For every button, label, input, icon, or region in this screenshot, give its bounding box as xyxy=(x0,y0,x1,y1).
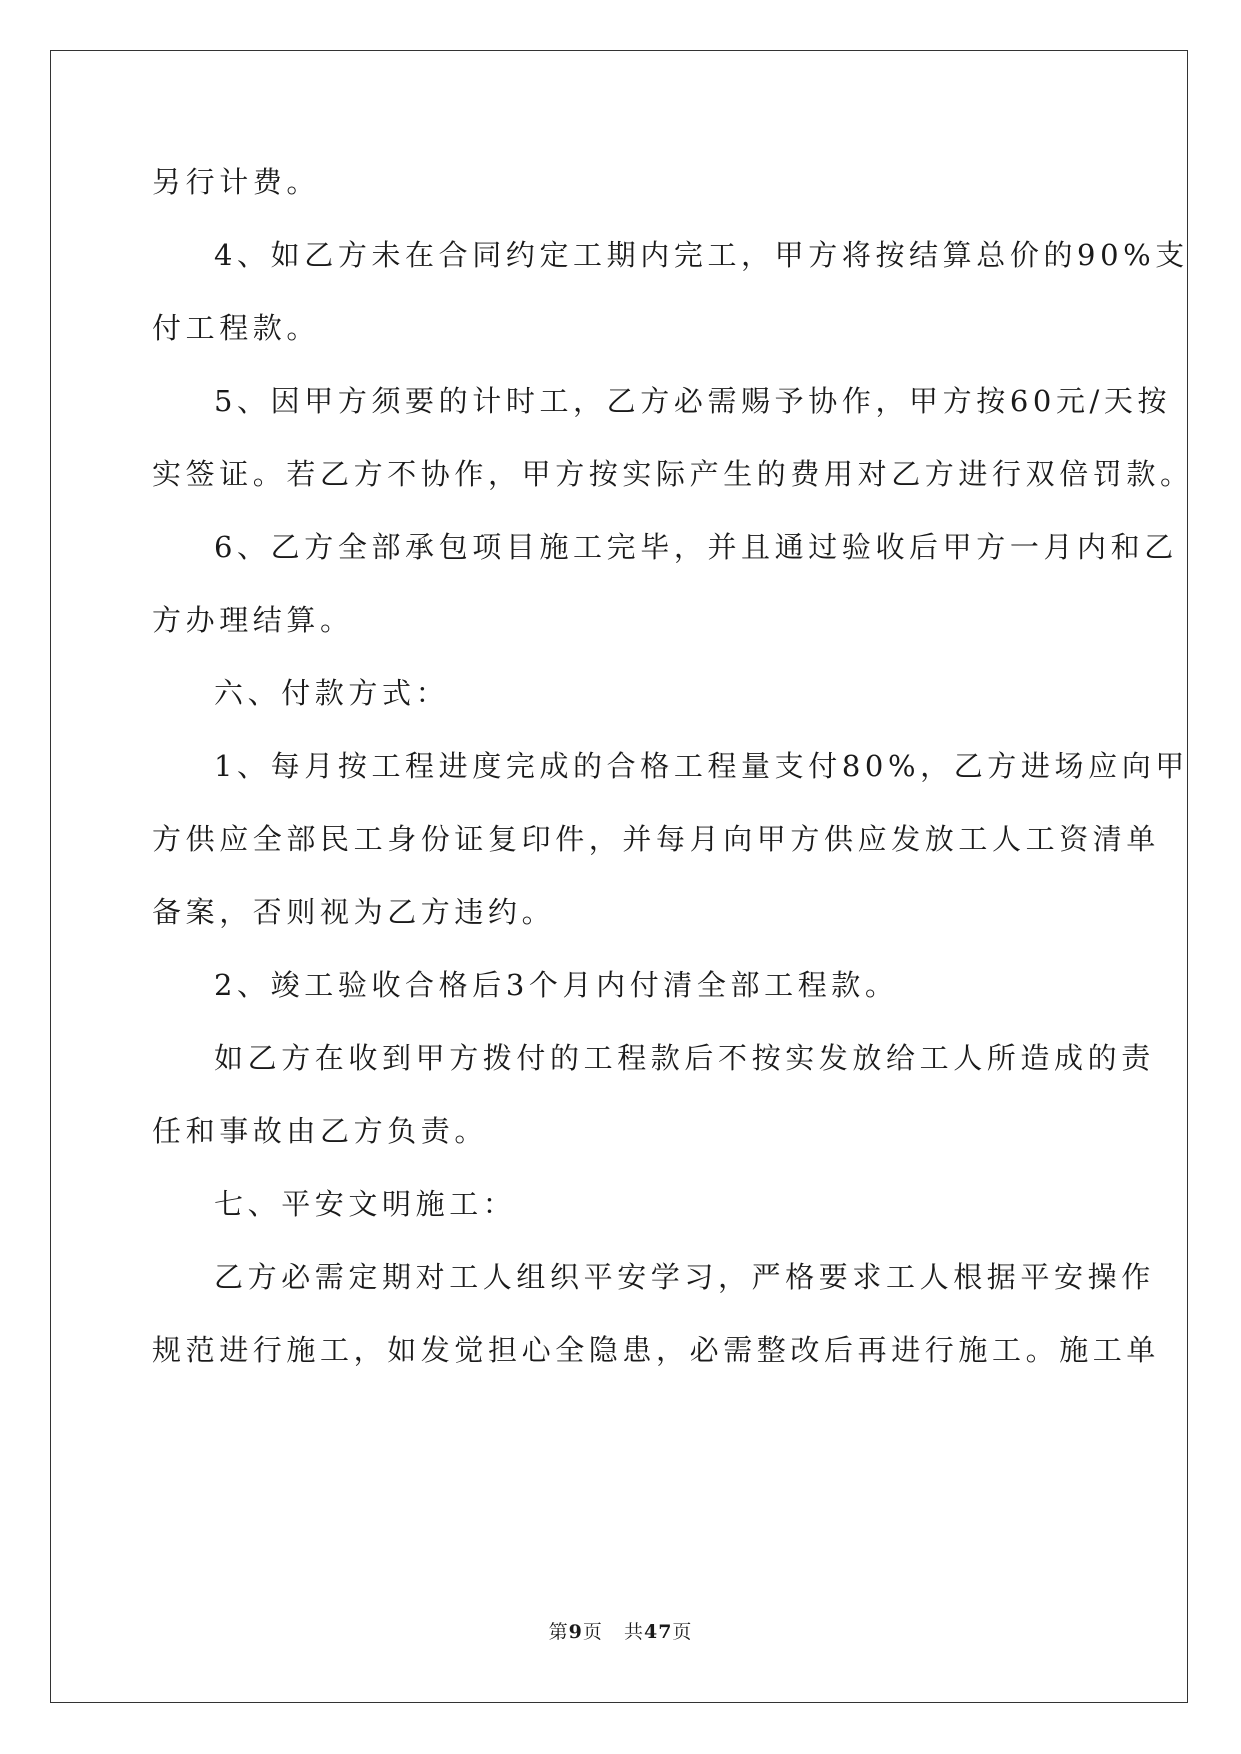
text-line: 备案，否则视为乙方违约。 xyxy=(152,895,556,929)
text-line: 规范进行施工，如发觉担心全隐患，必需整改后再进行施工。施工单 xyxy=(152,1333,1161,1367)
page-footer xyxy=(0,1620,1241,1644)
text-line: 5、因甲方须要的计时工，乙方必需赐予协作，甲方按60元/天按 xyxy=(214,384,1172,418)
text-line: 如乙方在收到甲方拨付的工程款后不按实发放给工人所造成的责 xyxy=(214,1041,1155,1075)
text-line: 1、每月按工程进度完成的合格工程量支付80%，乙方进场应向甲 xyxy=(214,749,1189,783)
footer-total-prefix: 共 xyxy=(623,1621,644,1643)
text-line: 方办理结算。 xyxy=(152,603,354,637)
text-line: 乙方必需定期对工人组织平安学习，严格要求工人根据平安操作 xyxy=(214,1260,1155,1294)
footer-prefix: 第 xyxy=(548,1621,569,1643)
section-heading: 六、付款方式： xyxy=(214,676,450,710)
footer-total-suffix: 页 xyxy=(672,1621,693,1643)
text-line: 任和事故由乙方负责。 xyxy=(152,1114,489,1148)
text-line: 实签证。若乙方不协作，甲方按实际产生的费用对乙方进行双倍罚款。 xyxy=(152,457,1194,491)
total-pages-number: 47 xyxy=(643,1621,673,1643)
section-heading: 七、平安文明施工： xyxy=(214,1187,517,1221)
text-line: 6、乙方全部承包项目施工完毕，并且通过验收后甲方一月内和乙 xyxy=(214,530,1178,564)
current-page-number: 9 xyxy=(568,1621,583,1643)
text-line: 4、如乙方未在合同约定工期内完工，甲方将按结算总价的90%支 xyxy=(214,238,1189,272)
text-line: 2、竣工验收合格后3个月内付清全部工程款。 xyxy=(214,968,899,1002)
page-border xyxy=(50,50,1188,1703)
text-line: 方供应全部民工身份证复印件，并每月向甲方供应发放工人工资清单 xyxy=(152,822,1161,856)
text-line: 另行计费。 xyxy=(152,165,321,199)
text-line: 付工程款。 xyxy=(152,311,321,345)
footer-page-suffix: 页 xyxy=(582,1621,603,1643)
